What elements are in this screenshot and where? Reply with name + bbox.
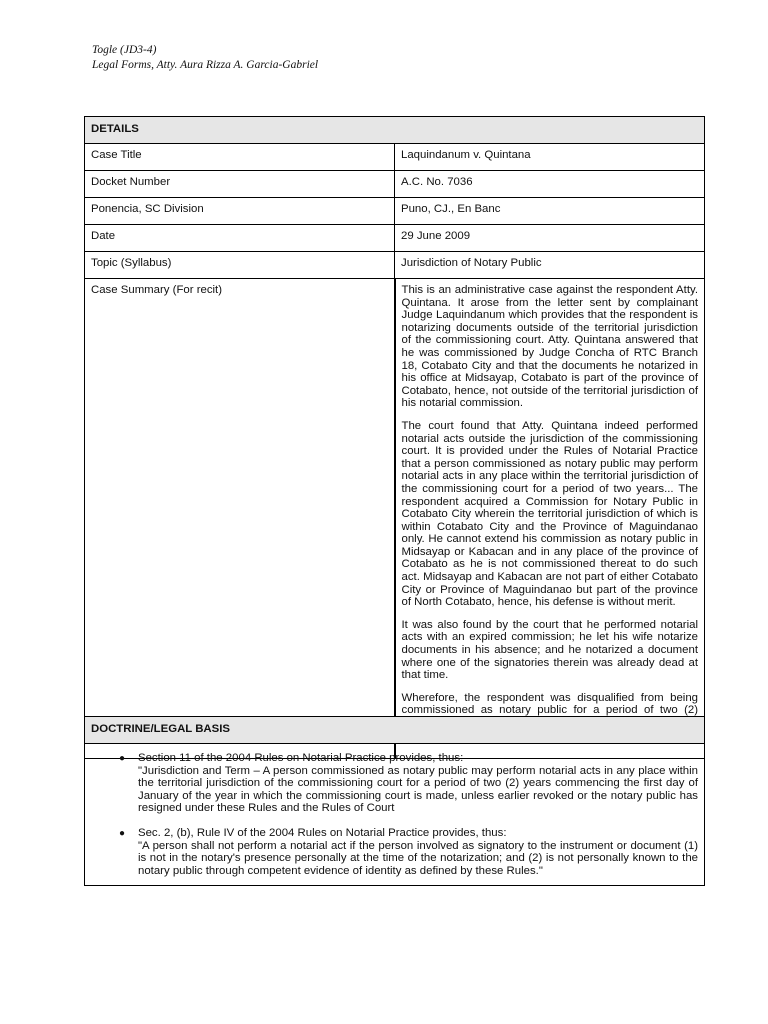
case-summary-paragraph: Wherefore, the respondent was disqualified from being commissioned as notary public for a period of two (2) [401, 691, 698, 717]
case-summary-paragraph: It was also found by the court that he performed notarial acts with an expired commission; he let his wife notarize documents in his absence; and he notarized a document where one of the signatories therein was already dead at that time. [401, 618, 698, 682]
details-row-topic [85, 252, 705, 279]
details-table [84, 116, 705, 759]
doctrine-item-quote: "A person shall not perform a notarial act if the person involved as signatory to the instrument or document (1) is not in the notary's presence personally at the time of the notarization; and (2) is not personally known to the notary public through competent evidence of identity as defined by these Rules." [138, 839, 698, 877]
doctrine-heading-row [85, 717, 705, 744]
case-summary-paragraph: The court found that Atty. Quintana indeed performed notarial acts outside the jurisdiction of the commissioning court. It is provided under the Rules of Notarial Practice that a person commissioned as notary public may perform notarial acts in any place within the territorial jurisdiction of the commissioning court for a period of two years... The respondent acquired a Commission for Notary Public in Cotabato City wherein the territorial jurisdiction of which is within Cotabato City and the Province of Maguindanao only. He cannot extend his commission as notary public in Midsayap or Kabacan and in any place of the province of Cotabato as he is not commissioned thereat to do such act. Midsayap and Kabacan are not part of either Cotabato City or Province of Maguindanao but part of the province of North Cotabato, hence, his defense is without merit. [401, 419, 698, 609]
date-value: 29 June 2009 [395, 225, 705, 252]
doctrine-heading: DOCTRINE/LEGAL BASIS [85, 717, 705, 744]
doctrine-list [91, 750, 698, 877]
details-row-case-title [85, 144, 705, 171]
doctrine-item [91, 827, 698, 877]
doctrine-item [91, 752, 698, 815]
header-course-line: Togle (JD3-4) [92, 44, 157, 56]
case-summary-paragraph: This is an administrative case against the respondent Atty. Quintana. It arose from the letter sent by complainant Judge Laquindanum which provides that the respondent is notarizing documents outside of the territorial jurisdiction of the commissioning court. Atty. Quintana answered that he was commissioned by Judge Concha of RTC Branch 18, Cotabato City and that the documents he notarized in his office at Midsayap, Cotabato is part of the province of Cotabato, hence, not outside of the territorial jurisdiction of his notarial commission. [401, 284, 698, 410]
header-subject-line: Legal Forms, Atty. Aura Rizza A. Garcia-Gabriel [92, 59, 319, 71]
case-summary-label: Case Summary (For recit) [85, 279, 395, 759]
docket-number-value: A.C. No. 7036 [395, 171, 705, 198]
doctrine-table [84, 716, 705, 886]
ponencia-label: Ponencia, SC Division [85, 198, 395, 225]
details-row-case-summary [85, 279, 705, 759]
topic-label: Topic (Syllabus) [85, 252, 395, 279]
ponencia-value: Puno, CJ., En Banc [395, 198, 705, 225]
details-row-date [85, 225, 705, 252]
topic-value: Jurisdiction of Notary Public [395, 252, 705, 279]
case-summary-value [395, 279, 705, 759]
doctrine-content [85, 744, 705, 886]
doctrine-item-quote: "Jurisdiction and Term – A person commissioned as notary public may perform notarial acts in any place within the territorial jurisdiction of the commissioning court for a period of two (2) years commencing the first day of January of the year in which the commissioning court is made, unless earlier revoked or the notary public has resigned under these Rules and the Rules of Court [138, 764, 698, 815]
case-title-value: Laquindanum v. Quintana [395, 144, 705, 171]
doctrine-item-intro: Sec. 2, (b), Rule IV of the 2004 Rules on Notarial Practice provides, thus: [138, 826, 507, 839]
doctrine-item-intro: Section 11 of the 2004 Rules on Notarial Practice provides, thus: [138, 752, 464, 764]
bullet-icon: ● [119, 827, 126, 839]
details-heading-row [85, 117, 705, 144]
details-heading: DETAILS [85, 117, 705, 144]
details-row-ponencia [85, 198, 705, 225]
date-label: Date [85, 225, 395, 252]
docket-number-label: Docket Number [85, 171, 395, 198]
doctrine-content-row [85, 744, 705, 886]
case-title-label: Case Title [85, 144, 395, 171]
details-row-docket-number [85, 171, 705, 198]
document-header [92, 43, 318, 73]
bullet-icon: ● [119, 753, 126, 764]
